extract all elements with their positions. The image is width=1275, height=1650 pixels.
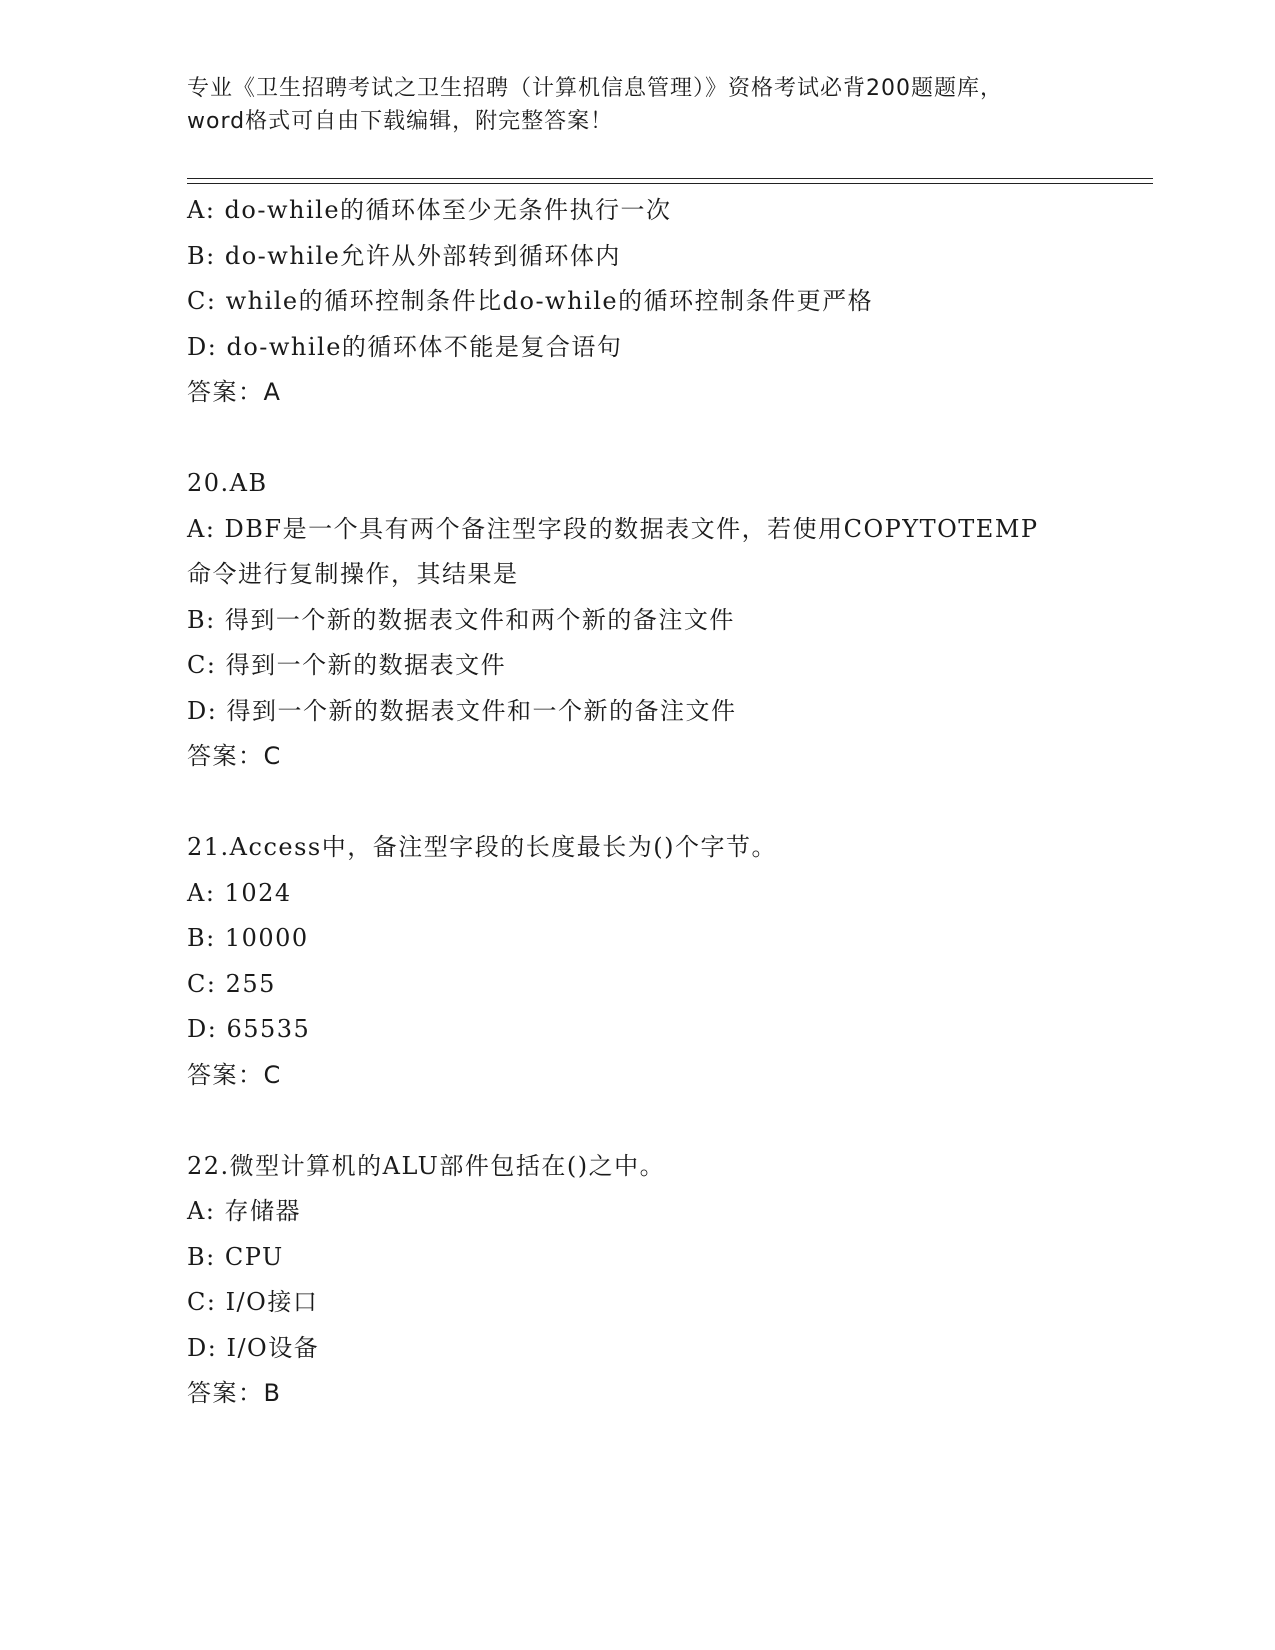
option-b: B: 10000 [187, 924, 309, 952]
option-b: B: CPU [187, 1242, 284, 1271]
answer-line: 答案：B [187, 1379, 282, 1407]
option-d: D: 得到一个新的数据表文件和一个新的备注文件 [187, 696, 737, 725]
option-d: D: I/O设备 [187, 1333, 320, 1362]
option-a: A: DBF是一个具有两个备注型字段的数据表文件，若使用COPYTOTEMP [187, 514, 1039, 543]
option-d: D: do-while的循环体不能是复合语句 [187, 332, 623, 361]
answer-line: 答案：A [187, 378, 282, 406]
option-a: A: 存储器 [187, 1197, 302, 1225]
option-a: A: do-while的循环体至少无条件执行一次 [187, 196, 672, 224]
option-a: A: 1024 [187, 878, 292, 907]
option-b: B: 得到一个新的数据表文件和两个新的备注文件 [187, 605, 735, 634]
document-header [187, 72, 1087, 138]
question-block [187, 188, 1087, 416]
question-block [187, 825, 1087, 1098]
question-title: 21.Access中，备注型字段的长度最长为()个字节。 [187, 833, 777, 861]
block-spacer [187, 416, 1087, 462]
header-line-1: 专业《卫生招聘考试之卫生招聘（计算机信息管理）》资格考试必背200题题库， [187, 76, 1003, 101]
answer-line: 答案：C [187, 1060, 282, 1089]
question-title: 22.微型计算机的ALU部件包括在()之中。 [187, 1151, 666, 1180]
block-spacer [187, 1098, 1087, 1144]
block-spacer [187, 780, 1087, 826]
header-divider-bottom [187, 183, 1153, 184]
option-d: D: 65535 [187, 1015, 311, 1043]
header-divider-top [187, 178, 1153, 179]
header-line-2: word格式可自由下载编辑，附完整答案！ [187, 109, 614, 134]
answer-line: 答案：C [187, 742, 282, 770]
option-c: C: while的循环控制条件比do-while的循环控制条件更严格 [187, 287, 874, 315]
option-c: C: 得到一个新的数据表文件 [187, 651, 507, 679]
question-block [187, 461, 1087, 780]
question-block [187, 1144, 1087, 1417]
option-c: C: 255 [187, 969, 276, 998]
question-title: 20.AB [187, 469, 268, 497]
question-list [187, 188, 1087, 1417]
option-c: C: I/O接口 [187, 1288, 319, 1316]
option-b: B: do-while允许从外部转到循环体内 [187, 241, 621, 270]
option-a-continued: 命令进行复制操作，其结果是 [187, 560, 519, 588]
